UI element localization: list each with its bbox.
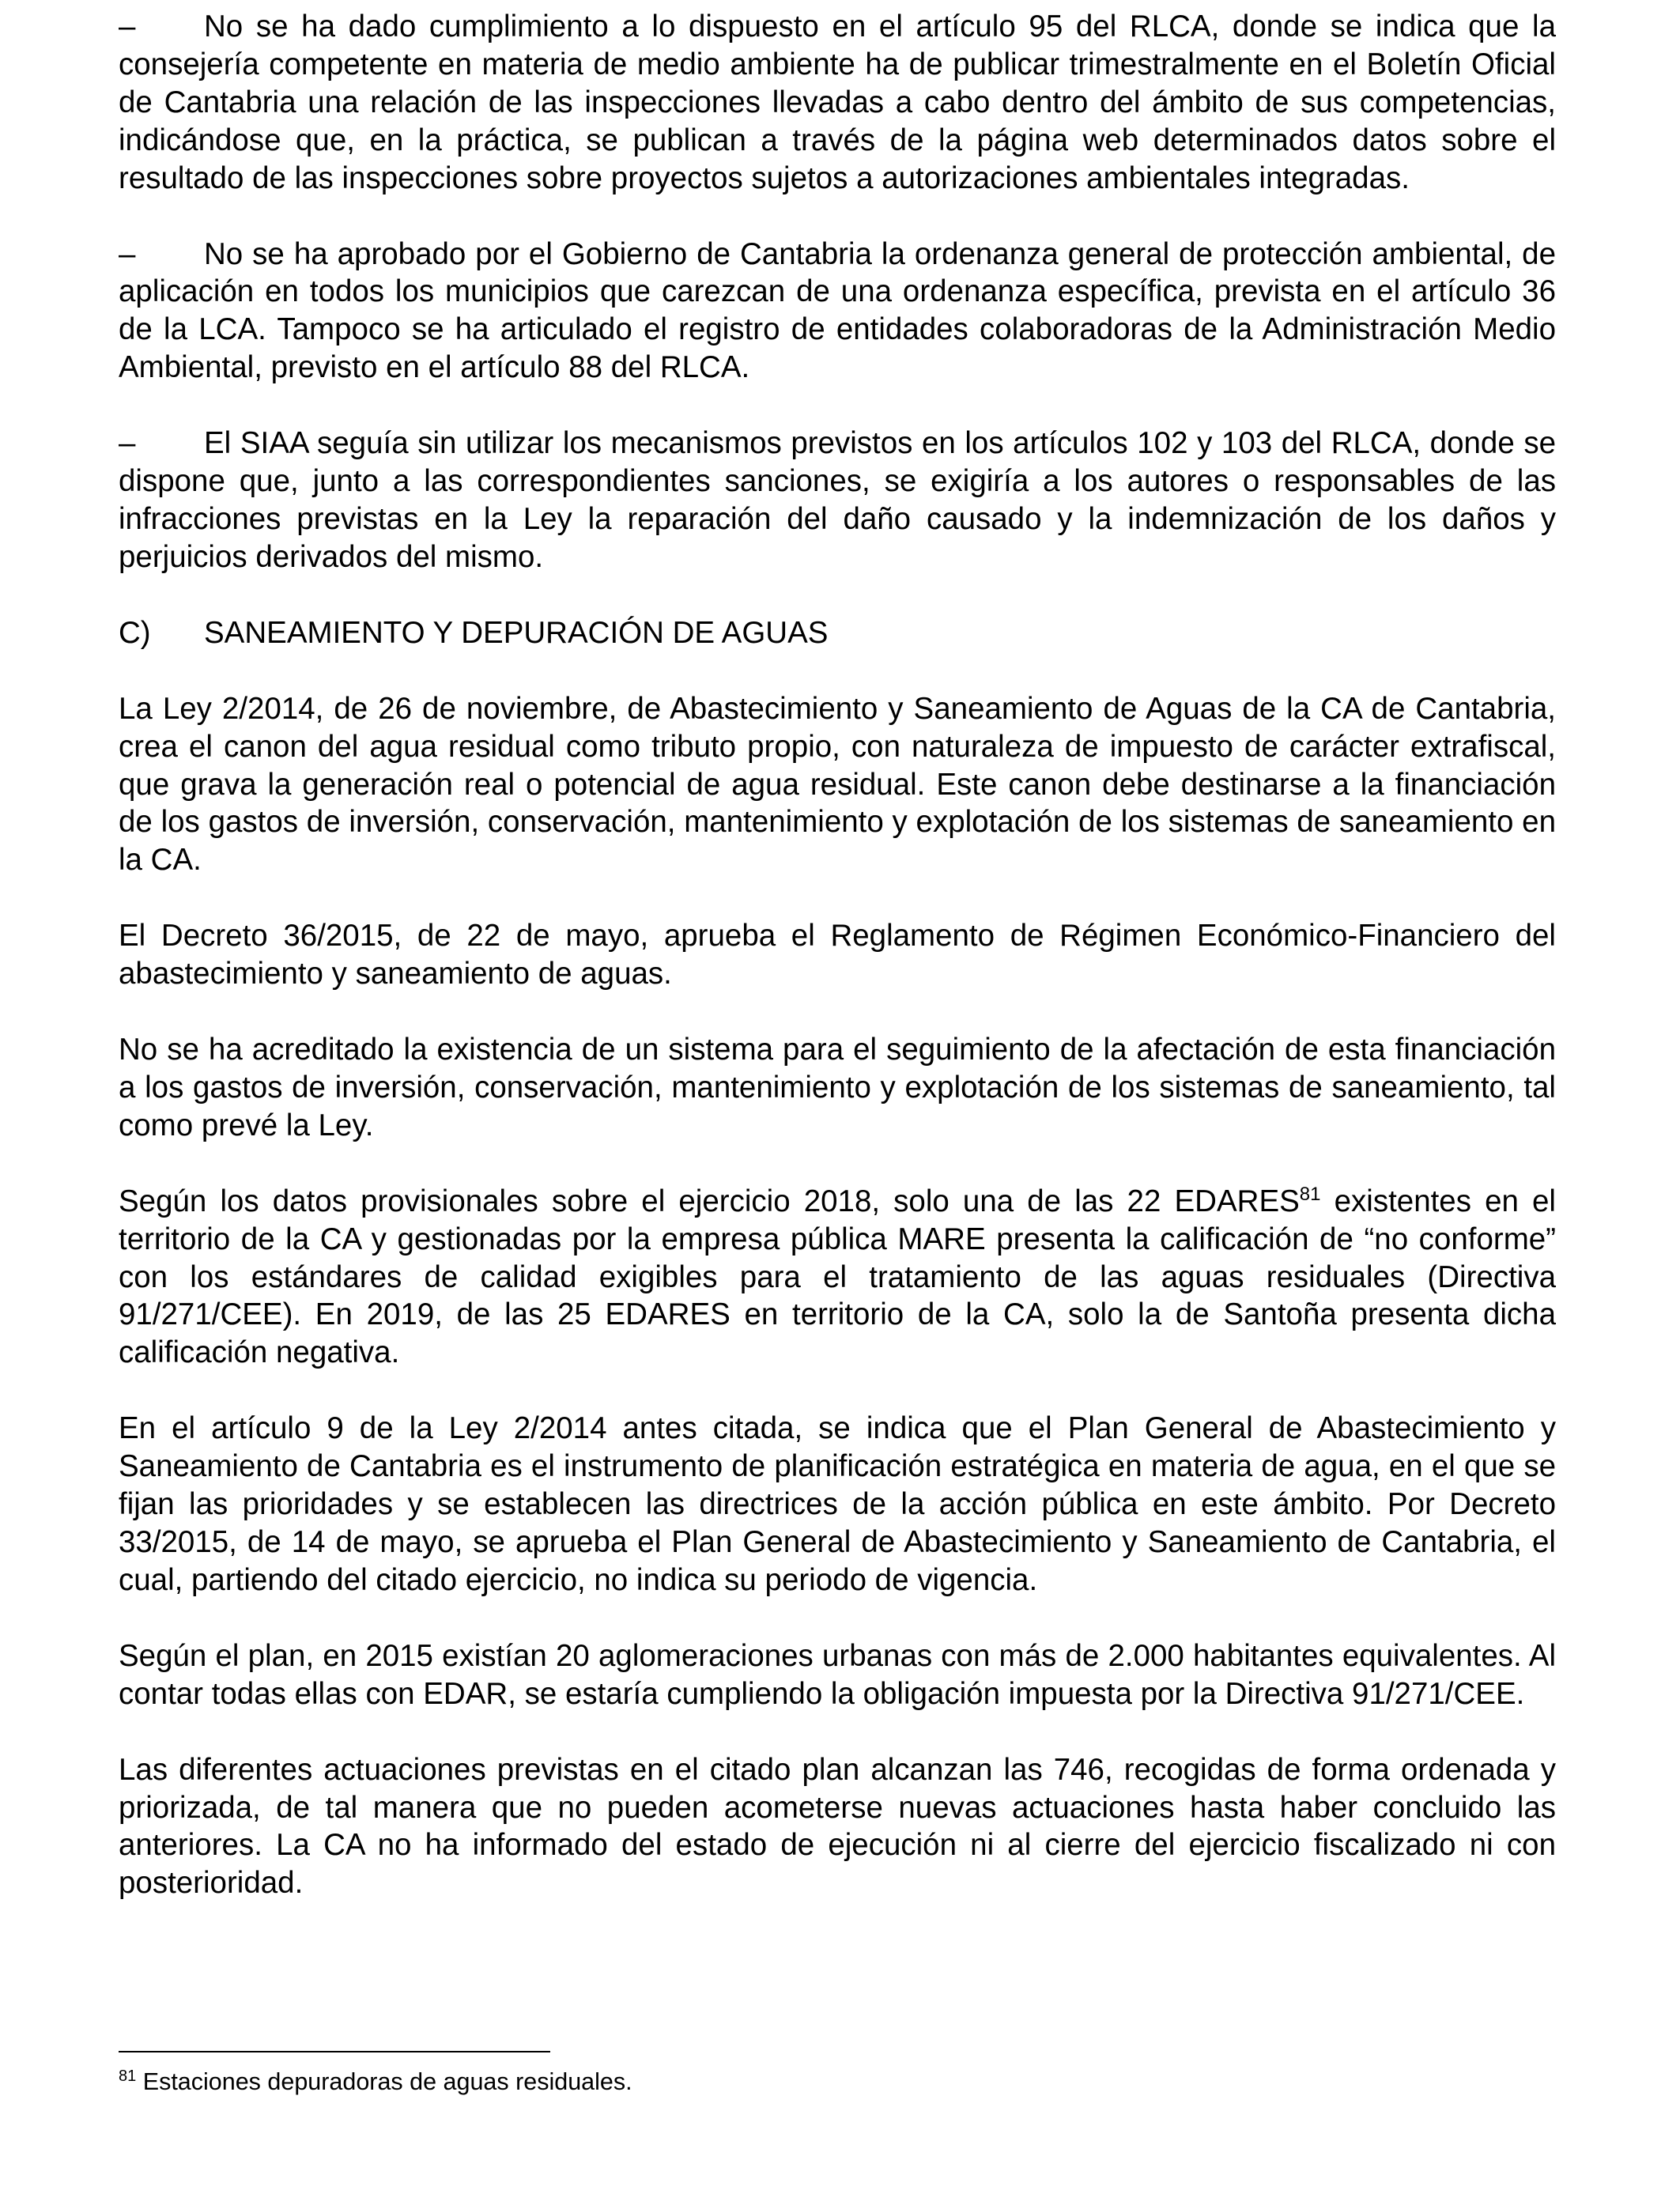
bullet-paragraph-1 bbox=[119, 8, 1556, 198]
paragraph-seguimiento: No se ha acreditado la existencia de un sistema para el seguimiento de la afectación de esta financiación a los gastos de inversión, conservación, mantenimiento y explotación de los sistemas de saneamiento, tal como prevé la Ley. bbox=[119, 1033, 1556, 1142]
bullet-text-3: El SIAA seguía sin utilizar los mecanismos previstos en los artículos 102 y 103 del RLCA, donde se dispone que, junto a las correspondientes sanciones, se exigiría a los autores o responsables de las infracciones previstas en la Ley la reparación del daño causado y la indemnización de los daños y perjuicios derivados del mismo. bbox=[119, 426, 1556, 574]
footnote bbox=[119, 2067, 632, 2097]
bullet-paragraph-2 bbox=[119, 236, 1556, 387]
footnote-reference-81[interactable]: 81 bbox=[1299, 1183, 1321, 1205]
bullet-text-2: No se ha aprobado por el Gobierno de Cantabria la ordenanza general de protección ambiental, de aplicación en todos los municipios que carezcan de una ordenanza específica, prevista en el artículo 36 de la LCA. Tampoco se ha articulado el registro de entidades colaboradoras de la Administración Medio Ambiental, previsto en el artículo 88 del RLCA. bbox=[119, 236, 1556, 385]
paragraph-actuaciones: Las diferentes actuaciones previstas en el citado plan alcanzan las 746, recogidas de forma ordenada y priorizada, de tal manera que no pueden acometerse nuevas actuaciones hasta haber concluido las anteriores. La CA no ha informado del estado de ejecución ni al cierre del ejercicio fiscalizado ni con posterioridad. bbox=[119, 1752, 1556, 1901]
paragraph-decreto-36-2015: El Decreto 36/2015, de 22 de mayo, aprueba el Reglamento de Régimen Económico-Financiero del abastecimiento y saneamiento de aguas. bbox=[119, 919, 1556, 991]
paragraph-edares bbox=[119, 1183, 1556, 1373]
section-heading bbox=[119, 614, 1556, 652]
dash-marker: – bbox=[119, 426, 136, 461]
paragraph-plan-general: En el artículo 9 de la Ley 2/2014 antes citada, se indica que el Plan General de Abastecimiento y Saneamiento de Cantabria es el instrumento de planificación estratégica en materia de agua, en el que se fijan las prioridades y se establecen las directrices de la acción pública en este ámbito. Por Decreto 33/2015, de 14 de mayo, se aprueba el Plan General de Abastecimiento y Saneamiento de Cantabria, el cual, partiendo del citado ejercicio, no indica su periodo de vigencia. bbox=[119, 1411, 1556, 1597]
paragraph-aglomeraciones: Según el plan, en 2015 existían 20 aglomeraciones urbanas con más de 2.000 habitantes equivalentes. Al contar todas ellas con EDAR, se estaría cumpliendo la obligación impuesta por la Directiva 91/271/CEE. bbox=[119, 1638, 1556, 1711]
footnote-separator bbox=[119, 2051, 550, 2052]
document-page bbox=[119, 8, 1556, 1940]
bullet-text-1: No se ha dado cumplimiento a lo dispuesto en el artículo 95 del RLCA, donde se indica que la consejería competente en materia de medio ambiente ha de publicar trimestralmente en el Boletín Oficial de Cantabria una relación de las inspecciones llevadas a cabo dentro del ámbito de sus competencias, indicándose que, en la práctica, se publican a través de la página web determinados datos sobre el resultado de las inspecciones sobre proyectos sujetos a autorizaciones ambientales integradas. bbox=[119, 9, 1556, 195]
paragraph-edares-start: Según los datos provisionales sobre el ejercicio 2018, solo una de las 22 EDARES bbox=[119, 1184, 1300, 1218]
paragraph-ley-2014: La Ley 2/2014, de 26 de noviembre, de Abastecimiento y Saneamiento de Aguas de la CA de Cantabria, crea el canon del agua residual como tributo propio, con naturaleza de impuesto de carácter extrafiscal, que grava la generación real o potencial de agua residual. Este canon debe destinarse a la financiación de los gastos de inversión, conservación, mantenimiento y explotación de los sistemas de saneamiento en la CA. bbox=[119, 691, 1556, 878]
paragraph-edares-end: existentes en el territorio de la CA y gestionadas por la empresa pública MARE presenta la calificación de “no conforme” con los estándares de calidad exigibles para el tratamiento de las aguas residuales (Directiva 91/271/CEE). En 2019, de las 25 EDARES en territorio de la CA, solo la de Santoña presenta dicha calificación negativa. bbox=[119, 1184, 1556, 1370]
section-letter: C) bbox=[119, 615, 151, 650]
footnote-text: Estaciones depuradoras de aguas residuales. bbox=[136, 2068, 632, 2095]
bullet-paragraph-3 bbox=[119, 425, 1556, 576]
dash-marker: – bbox=[119, 9, 136, 43]
dash-marker: – bbox=[119, 236, 136, 271]
section-title: SANEAMIENTO Y DEPURACIÓN DE AGUAS bbox=[204, 615, 829, 650]
footnote-number: 81 bbox=[119, 2067, 137, 2085]
